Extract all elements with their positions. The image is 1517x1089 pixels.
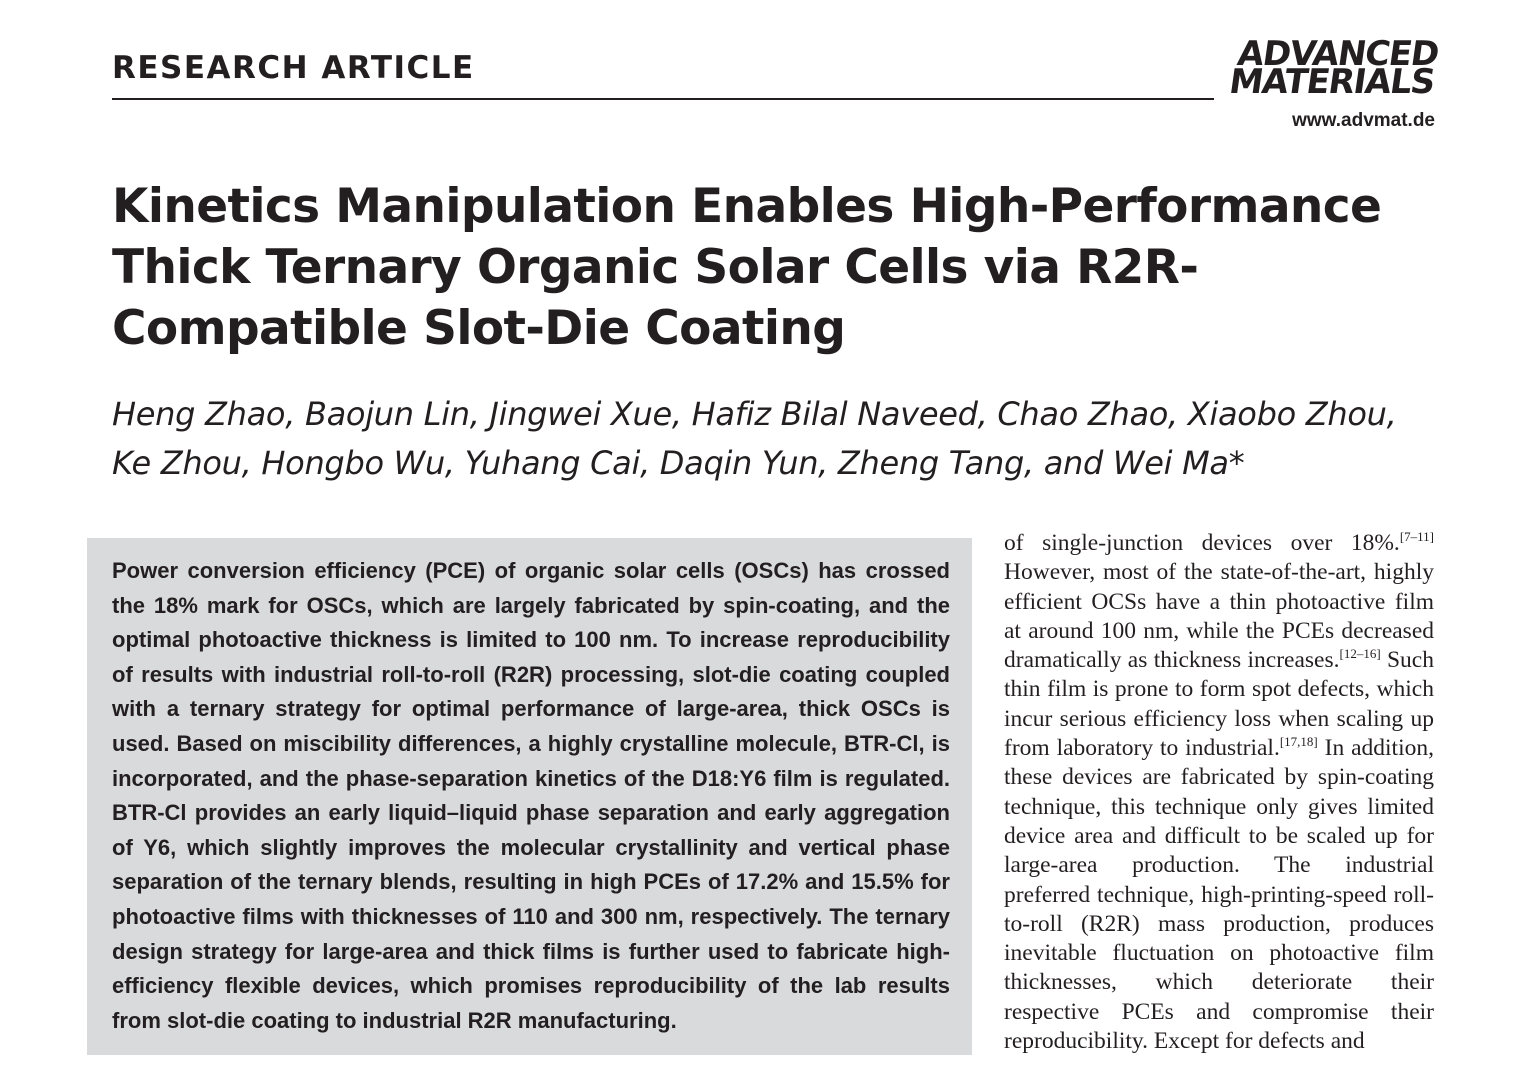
journal-logo-line2: MATERIALS <box>1226 62 1437 102</box>
abstract-text: Power conversion efficiency (PCE) of organic solar cells (OSCs) has crossed the 18% mark for OSCs, which are largely fabricated by spin-coating, and the optimal photoactive thickness is limited to 100 nm. To increase reproducibility of results with industrial roll-to-roll (R2R) processing, slot-die coating coupled with a ternary strategy for optimal performance of large-area, thick OSCs is used. Based on miscibility differences, a highly crystalline molecule, BTR-Cl, is incorporated, and the phase-separation kinetics of the D18:Y6 film is regulated. BTR-Cl provides an early liquid–liquid phase separation and early aggregation of Y6, which slightly improves the molecular crystallinity and vertical phase separation of the ternary blends, resulting in high PCEs of 17.2% and 15.5% for photoactive films with thicknesses of 110 and 300 nm, respectively. The ternary design strategy for large-area and thick films is further used to fabricate high-efficiency flexible devices, which promises reproducibility of the lab results from slot-die coating to industrial R2R manufacturing. <box>112 558 950 1033</box>
journal-logo-line1: ADVANCED <box>1235 34 1441 74</box>
author-list: Heng Zhao, Baojun Lin, Jingwei Xue, Hafiz Bilal Naveed, Chao Zhao, Xiaobo Zhou, Ke Zhou, Hongbo Wu, Yuhang Cai, Daqin Yun, Zheng Tang, and Wei Ma* <box>112 395 1397 482</box>
body-text-segment: However, most of the state-of-the-art, highly efficient OCSs have a thin photoactive film at around 100 nm, while the PCEs decreased dramatically as thickness increases. <box>1004 559 1434 674</box>
body-text-column <box>1004 529 1434 1056</box>
body-text-segment: In addition, these devices are fabricated by spin-coating technique, this technique only gives limited device area and difficult to be scaled up for large-area production. The industrial preferred technique, high-printing-speed roll-to-roll (R2R) mass production, produces inevitable fluctuation on photoactive film thicknesses, which deteriorate their respective PCEs and compromise their reproducibility. Except for defects and <box>1004 735 1434 1055</box>
body-text-segment: Such thin film is prone to form spot defects, which incur serious efficiency loss when scaling up from laboratory to industrial. <box>1004 647 1434 762</box>
article-title: Kinetics Manipulation Enables High-Performance Thick Ternary Organic Solar Cells via R2R-Compatible Slot-Die Coating <box>112 179 1382 356</box>
abstract-box <box>87 538 972 1055</box>
citation-ref[interactable]: [12–16] <box>1339 646 1381 662</box>
journal-url[interactable]: www.advmat.de <box>1292 110 1435 131</box>
body-text-segment: of single-junction devices over 18%. <box>1004 530 1400 556</box>
journal-logo <box>1222 34 1441 102</box>
section-label: RESEARCH ARTICLE <box>112 50 475 86</box>
header-rule <box>112 98 1214 100</box>
citation-ref[interactable]: [7–11] <box>1399 529 1434 545</box>
citation-ref[interactable]: [17,18] <box>1279 734 1318 750</box>
